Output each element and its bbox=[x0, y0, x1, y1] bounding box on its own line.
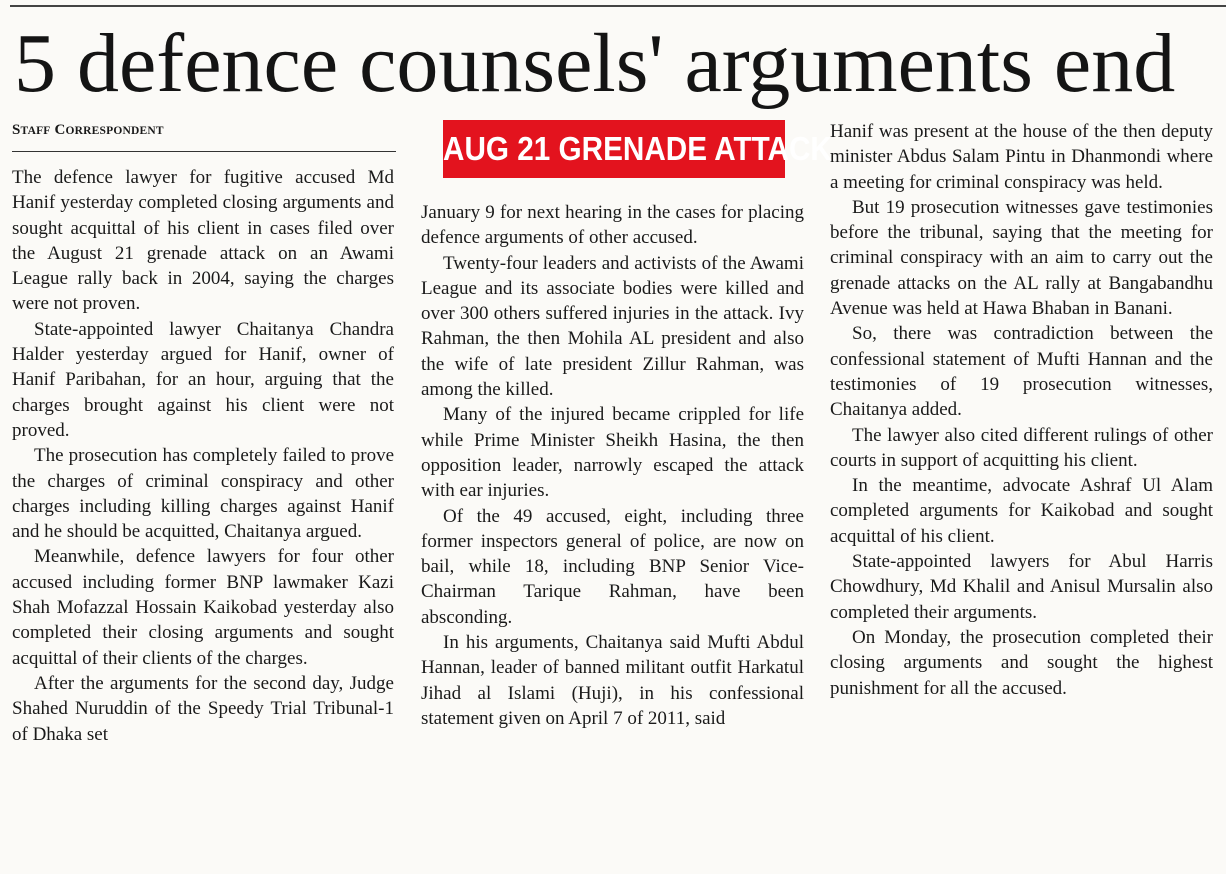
headline: 5 defence counsels' arguments end bbox=[14, 17, 1176, 110]
article-column-1 bbox=[12, 165, 394, 747]
paragraph: After the arguments for the second day, Judge Shahed Nuruddin of the Speedy Trial Tribunal-1 of Dhaka set bbox=[12, 672, 394, 745]
top-rule bbox=[10, 5, 1226, 7]
banner-text: AUG 21 GRENADE ATTACK bbox=[443, 130, 832, 167]
paragraph: The prosecution has completely failed to prove the charges of criminal conspiracy and other charges including killing charges against Hanif and he should be acquitted, Chaitanya argued. bbox=[12, 445, 394, 543]
paragraph: So, there was contradiction between the confessional statement of Mufti Hannan and the testimonies of 19 prosecution witnesses, Chaitanya added. bbox=[830, 323, 1213, 421]
byline-rest-2: ORRESPONDENT bbox=[65, 125, 164, 137]
paragraph: Meanwhile, defence lawyers for four other accused including former BNP lawmaker Kazi Shah Mofazzal Hossain Kaikobad yesterday also completed their closing arguments and sought acquittal of their clients of the charges. bbox=[12, 546, 394, 669]
paragraph: Of the 49 accused, eight, including three former inspectors general of police, are now on bail, while 18, including BNP Senior Vice-Chairman Tarique Rahman, have been absconding. bbox=[421, 505, 804, 628]
paragraph: The defence lawyer for fugitive accused Md Hanif yesterday completed closing arguments and sought acquittal of his client in cases filed over the August 21 grenade attack on an Awami League rally back in 2004, saying the charges were not proven. bbox=[12, 167, 394, 315]
paragraph: Twenty-four leaders and activists of the Awami League and its associate bodies were killed and over 300 others suffered injuries in the attack. Ivy Rahman, the then Mohila AL president and also the wife of late president Zillur Rahman, was among the killed. bbox=[421, 252, 804, 401]
article-column-3 bbox=[830, 119, 1213, 701]
byline-initial-1: S bbox=[12, 122, 21, 138]
paragraph: But 19 prosecution witnesses gave testimonies before the tribunal, saying that the meeting for criminal conspiracy with an aim to carry out the grenade attacks on the AL rally at Bangabandhu Avenue was held at Hawa Bhaban in Banani. bbox=[830, 196, 1213, 320]
article-column-2 bbox=[421, 200, 804, 731]
paragraph: Hanif was present at the house of the then deputy minister Abdus Salam Pintu in Dhanmondi where a meeting for criminal conspiracy was held. bbox=[830, 121, 1213, 193]
paragraph: State-appointed lawyer Chaitanya Chandra Halder yesterday argued for Hanif, owner of Hanif Paribahan, for an hour, arguing that the charges brought against his client were not proved. bbox=[12, 318, 394, 441]
paragraph: In the meantime, advocate Ashraf Ul Alam completed arguments for Kaikobad and sought acquittal of his client. bbox=[830, 475, 1213, 547]
paragraph: January 9 for next hearing in the cases for placing defence arguments of other accused. bbox=[421, 202, 804, 249]
paragraph: In his arguments, Chaitanya said Mufti Abdul Hannan, leader of banned militant outfit Harkatul Jihad al Islami (Huji), in his confessional statement given on April 7 of 2011, said bbox=[421, 632, 804, 729]
byline-rest-1: TAFF bbox=[20, 125, 51, 137]
byline-initial-2: C bbox=[54, 122, 66, 138]
paragraph: The lawyer also cited different rulings of other courts in support of acquitting his client. bbox=[830, 424, 1213, 471]
paragraph: Many of the injured became crippled for life while Prime Minister Sheikh Hasina, the then opposition leader, narrowly escaped the attack with ear injuries. bbox=[421, 404, 804, 502]
paragraph: On Monday, the prosecution completed their closing arguments and sought the highest punishment for all the accused. bbox=[830, 626, 1213, 699]
section-banner bbox=[443, 120, 832, 178]
paragraph: State-appointed lawyers for Abul Harris Chowdhury, Md Khalil and Anisul Mursalin also completed their arguments. bbox=[830, 551, 1213, 623]
byline bbox=[12, 122, 396, 152]
